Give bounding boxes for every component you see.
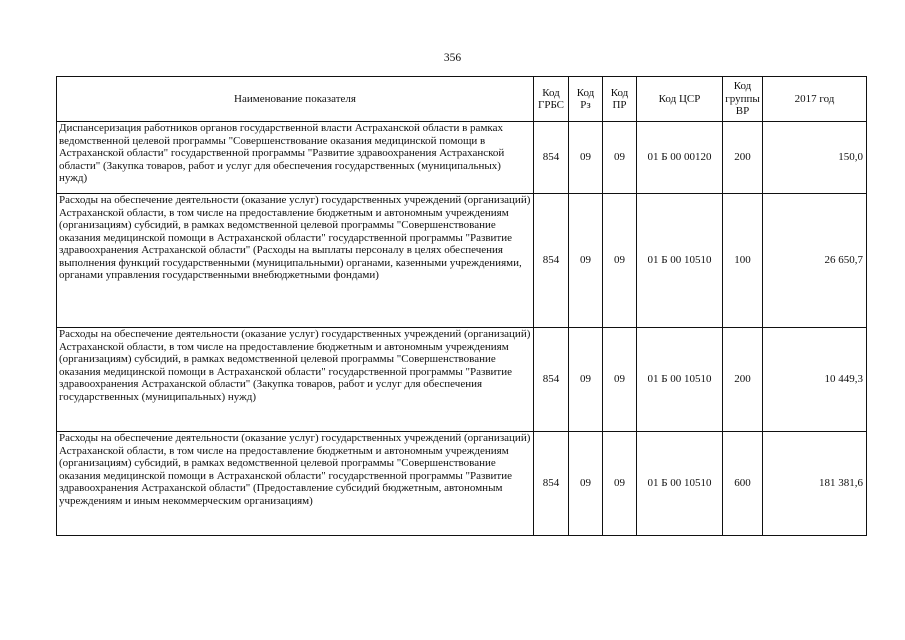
- row-grbs: 854: [534, 194, 569, 328]
- row-vr: 200: [723, 122, 763, 194]
- row-vr: 600: [723, 432, 763, 536]
- row-vr: 100: [723, 194, 763, 328]
- row-description: Расходы на обеспечение деятельности (оказание услуг) государственных учреждений (организаций) Астраханской области, в том числе на предоставление бюджетным и автономным учреждениям (организациям) субсидий, в рамках ведомственной целевой программы "Совершенствование оказания медицинской помощи в Астраханской области" государственной программы "Развитие здравоохранения Астраханской области" (Расходы на выплаты персоналу в целях обеспечения выполнения функций государственными (муниципальными) органами, казенными учреждениями, органами управления государственными внебюджетными фондами): [57, 194, 534, 328]
- row-pr: 09: [603, 328, 637, 432]
- row-amount: 26 650,7: [763, 194, 867, 328]
- row-csr: 01 Б 00 10510: [637, 194, 723, 328]
- header-vr: Код группы ВР: [723, 77, 763, 122]
- table-row: [57, 328, 867, 432]
- header-year: 2017 год: [763, 77, 867, 122]
- row-amount: 181 381,6: [763, 432, 867, 536]
- row-rz: 09: [569, 432, 603, 536]
- page-number: 356: [443, 52, 462, 64]
- row-csr: 01 Б 00 10510: [637, 432, 723, 536]
- table-header: [57, 77, 867, 122]
- header-grbs: Код ГРБС: [534, 77, 569, 122]
- header-name: Наименование показателя: [57, 77, 534, 122]
- row-pr: 09: [603, 122, 637, 194]
- row-csr: 01 Б 00 00120: [637, 122, 723, 194]
- row-rz: 09: [569, 122, 603, 194]
- row-description: Расходы на обеспечение деятельности (оказание услуг) государственных учреждений (организаций) Астраханской области, в том числе на предоставление бюджетным и автономным учреждениям (организациям) субсидий, в рамках ведомственной целевой программы "Совершенствование оказания медицинской помощи в Астраханской области" государственной программы "Развитие здравоохранения Астраханской области" (Предоставление субсидий бюджетным, автономным учреждениям и иным некоммерческим организациям): [57, 432, 534, 536]
- row-vr: 200: [723, 328, 763, 432]
- row-description: Расходы на обеспечение деятельности (оказание услуг) государственных учреждений (организаций) Астраханской области, в том числе на предоставление бюджетным и автономным учреждениям (организациям) субсидий, в рамках ведомственной целевой программы "Совершенствование оказания медицинской помощи в Астраханской области" государственной программы "Развитие здравоохранения Астраханской области" (Закупка товаров, работ и услуг для обеспечения государственных (муниципальных) нужд): [57, 328, 534, 432]
- table-body: [57, 122, 867, 536]
- table-row: [57, 122, 867, 194]
- row-csr: 01 Б 00 10510: [637, 328, 723, 432]
- table-row: [57, 432, 867, 536]
- row-rz: 09: [569, 194, 603, 328]
- row-pr: 09: [603, 194, 637, 328]
- row-grbs: 854: [534, 432, 569, 536]
- row-description: Диспансеризация работников органов государственной власти Астраханской области в рамках ведомственной целевой программы "Совершенствование оказания медицинской помощи в Астраханской области" государственной программы "Развитие здравоохранения Астраханской области" (Закупка товаров, работ и услуг для обеспечения государственных (муниципальных) нужд): [57, 122, 534, 194]
- row-amount: 10 449,3: [763, 328, 867, 432]
- header-row: [57, 77, 867, 122]
- row-grbs: 854: [534, 328, 569, 432]
- table-row: [57, 194, 867, 328]
- header-csr: Код ЦСР: [637, 77, 723, 122]
- row-grbs: 854: [534, 122, 569, 194]
- row-pr: 09: [603, 432, 637, 536]
- row-rz: 09: [569, 328, 603, 432]
- header-rz: Код Рз: [569, 77, 603, 122]
- budget-table: [56, 76, 867, 536]
- header-pr: Код ПР: [603, 77, 637, 122]
- row-amount: 150,0: [763, 122, 867, 194]
